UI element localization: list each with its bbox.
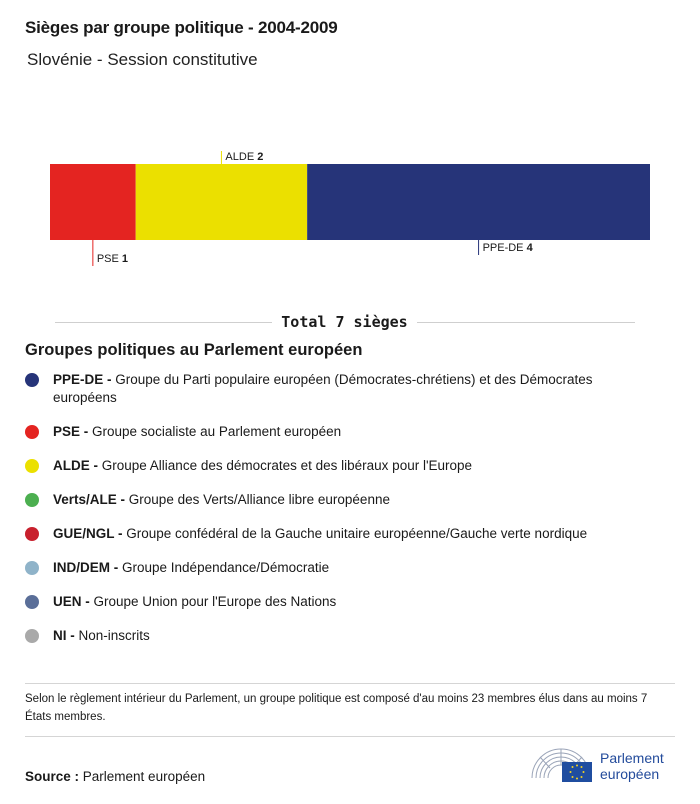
logo-line-1: Parlement — [600, 750, 664, 766]
note-divider-bottom — [25, 736, 675, 737]
footnote: Selon le règlement intérieur du Parlement, un groupe politique est composé d'au moins 23 membres élus dans au moins 7 États membres. — [25, 693, 648, 723]
legend-dot-ni — [25, 629, 39, 643]
legend-desc: Groupe du Parti populaire européen (Démocrates-chrétiens) et des Démocrates européens — [53, 372, 593, 405]
legend-desc: Groupe confédéral de la Gauche unitaire européenne/Gauche verte nordique — [126, 526, 588, 541]
total-divider-left — [55, 322, 272, 323]
chart-title: Sièges par groupe politique - 2004-2009 — [25, 18, 338, 37]
bar-segment-ppe-de — [307, 164, 650, 240]
bar-segment-alde — [136, 164, 307, 240]
logo-line-2: européen — [600, 766, 660, 782]
european-parliament-hemicycle-flag-icon — [528, 744, 594, 786]
legend-abbr: PPE-DE - — [53, 372, 112, 387]
logo-text — [600, 750, 664, 782]
total-divider-right — [417, 322, 635, 323]
legend-abbr: UEN - — [53, 594, 90, 609]
legend-desc: Groupe socialiste au Parlement européen — [92, 424, 342, 439]
legend-abbr: GUE/NGL - — [53, 526, 123, 541]
legend-dot-alde — [25, 459, 39, 473]
total-seats — [55, 313, 635, 331]
legend-dot-uen — [25, 595, 39, 609]
legend-dot-gue-ngl — [25, 527, 39, 541]
stacked-bar-chart — [0, 140, 700, 280]
legend-dot-ppe-de — [25, 373, 39, 387]
bar-segment-pse — [50, 164, 136, 240]
legend-desc: Non-inscrits — [78, 628, 150, 643]
legend-abbr: NI - — [53, 628, 75, 643]
legend-dot-ind-dem — [25, 561, 39, 575]
legend-abbr: Verts/ALE - — [53, 492, 126, 507]
legend-desc: Groupe des Verts/Alliance libre européenne — [128, 492, 390, 507]
legend-abbr: ALDE - — [53, 458, 98, 473]
source-value: Parlement européen — [82, 769, 206, 784]
data-label-alde: ALDE 2 — [225, 151, 264, 163]
ep-logo — [528, 744, 678, 786]
legend-abbr: PSE - — [53, 424, 89, 439]
legend-dot-verts-ale — [25, 493, 39, 507]
legend-desc: Groupe Alliance des démocrates et des libéraux pour l'Europe — [101, 458, 473, 473]
data-label-pse: PSE 1 — [96, 253, 129, 265]
legend-title: Groupes politiques au Parlement européen — [25, 341, 363, 359]
legend-desc: Groupe Indépendance/Démocratie — [122, 560, 330, 575]
source-label: Source : — [25, 769, 80, 784]
legend-desc: Groupe Union pour l'Europe des Nations — [93, 594, 337, 609]
chart-subtitle: Slovénie - Session constitutive — [27, 50, 258, 69]
total-label: Total 7 sièges — [281, 313, 408, 331]
legend-abbr: IND/DEM - — [53, 560, 119, 575]
source-line — [25, 769, 205, 784]
note-divider-top — [25, 683, 675, 684]
data-label-ppe-de: PPE-DE 4 — [482, 242, 533, 254]
legend-dot-pse — [25, 425, 39, 439]
